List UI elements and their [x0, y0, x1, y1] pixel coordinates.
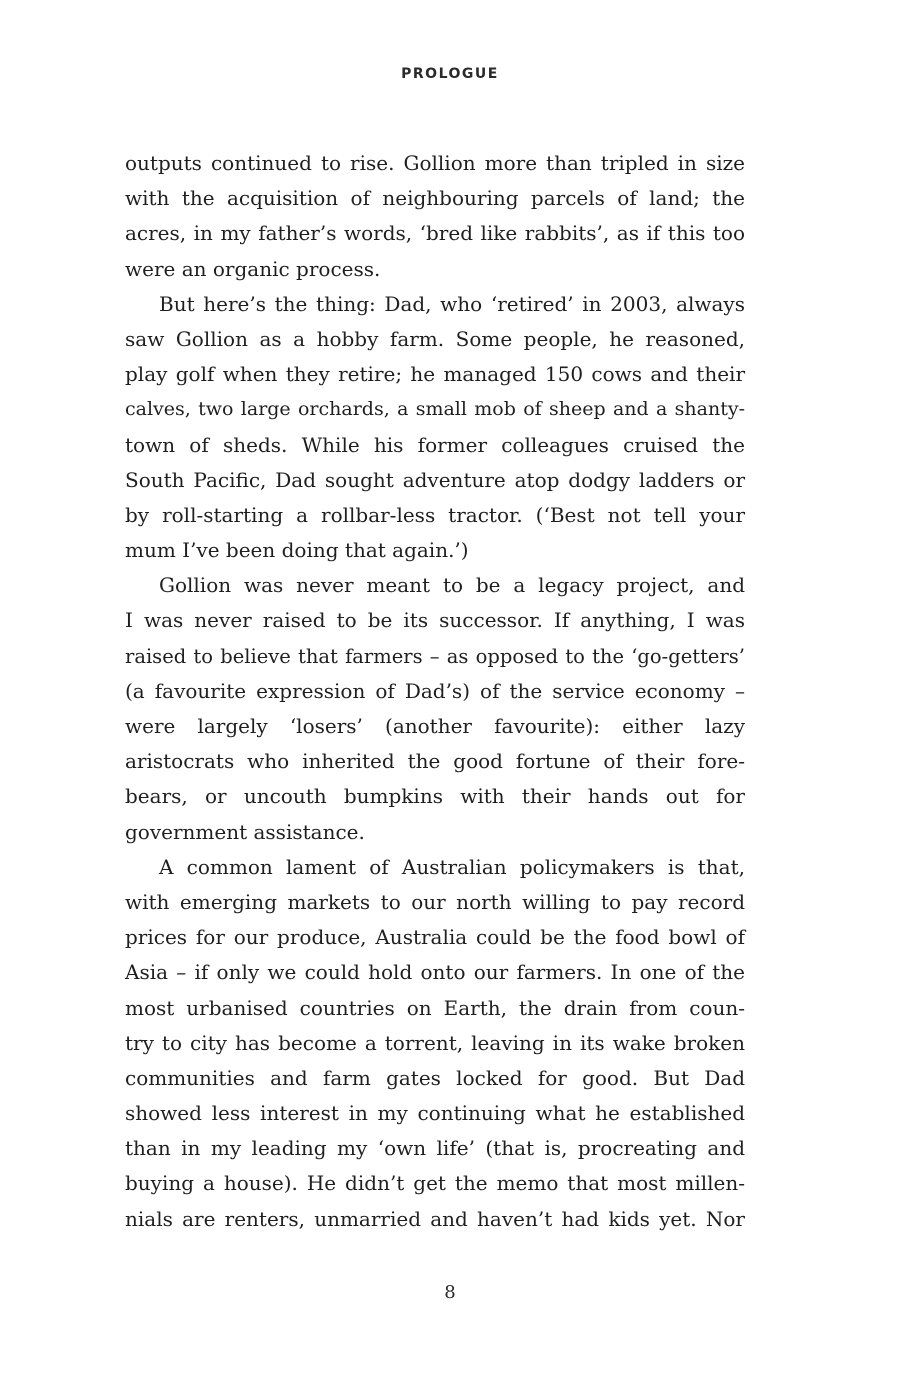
text-line: government assistance. [125, 819, 365, 844]
text-line: South Pacific, Dad sought adventure atop dodgy ladders or [125, 467, 745, 492]
text-line: acres, in my father’s words, ‘bred like rabbits’, as if this too [125, 221, 745, 246]
text-line: with emerging markets to our north willing to pay record [125, 889, 745, 914]
text-line: with the acquisition of neighbouring parcels of land; the [125, 186, 745, 211]
page-number: 8 [444, 1282, 456, 1303]
text-line: saw Gollion as a hobby farm. Some people, he reasoned, [125, 326, 745, 351]
text-line: prices for our produce, Australia could be the food bowl of [125, 925, 745, 950]
text-line: calves, two large orchards, a small mob of sheep and a shanty- [125, 398, 745, 421]
text-line: outputs continued to rise. Gollion more than tripled in size [125, 151, 745, 175]
text-line: most urbanised countries on Earth, the drain from coun- [125, 995, 745, 1020]
text-line: aristocrats who inherited the good fortune of their fore- [125, 749, 745, 774]
text-line: nials are renters, unmarried and haven’t had kids yet. Nor [125, 1206, 745, 1231]
text-line: play golf when they retire; he managed 150 cows and their [125, 362, 745, 387]
text-line: by roll-starting a rollbar-less tractor. (‘Best not tell your [125, 502, 745, 527]
running-head: PROLOGUE [401, 66, 499, 82]
text-line: raised to believe that farmers – as opposed to the ‘go-getters’ [125, 644, 745, 668]
text-line: A common lament of Australian policymakers is that, [159, 854, 745, 879]
text-line: I was never raised to be its successor. If anything, I was [125, 608, 745, 633]
body-text [125, 146, 745, 1237]
text-line: buying a house). He didn’t get the memo that most millen- [125, 1171, 745, 1196]
text-line: Asia – if only we could hold onto our farmers. In one of the [125, 960, 745, 985]
text-line: Gollion was never meant to be a legacy project, and [159, 573, 745, 598]
text-line: But here’s the thing: Dad, who ‘retired’ in 2003, always [159, 291, 745, 316]
text-line: (a favourite expression of Dad’s) of the service economy – [125, 678, 745, 703]
text-line: mum I’ve been doing that again.’) [125, 538, 469, 563]
text-line: than in my leading my ‘own life’ (that is, procreating and [125, 1136, 745, 1161]
text-line: showed less interest in my continuing what he established [125, 1101, 745, 1126]
text-line: bears, or uncouth bumpkins with their hands out for [125, 784, 745, 809]
text-line: town of sheds. While his former colleagues cruised the [125, 432, 745, 457]
text-line: communities and farm gates locked for good. But Dad [125, 1065, 745, 1090]
text-line: try to city has become a torrent, leaving in its wake broken [125, 1030, 745, 1055]
text-line: were largely ‘losers’ (another favourite): either lazy [125, 714, 745, 738]
text-line: were an organic process. [125, 256, 381, 281]
